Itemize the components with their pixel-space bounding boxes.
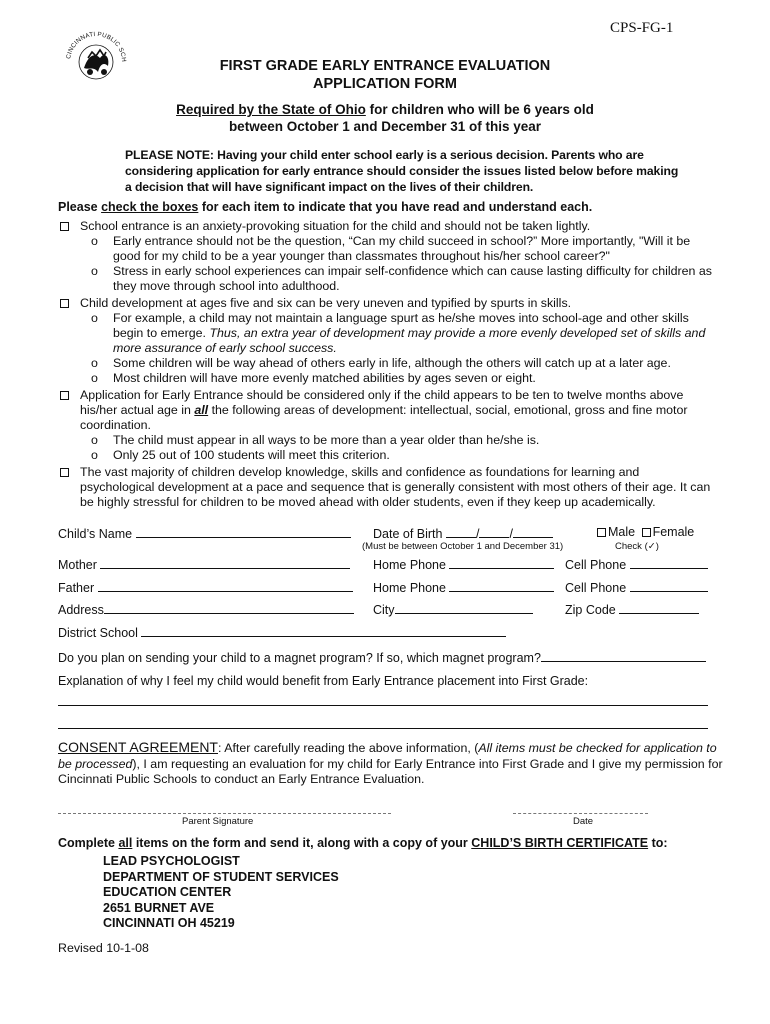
- item-text: The vast majority of children develop knowledge, skills and confidence as foundations for learning and psychological development at a pace and sequence that is generally consistent with most others of their age. It can be highly stressful for children to be moved ahead with older students, even if they keep up academically.: [80, 465, 711, 510]
- bullet-icon: o: [91, 356, 98, 370]
- birth-certificate: CHILD’S BIRTH CERTIFICATE: [471, 836, 649, 850]
- field-label: Child’s Name: [58, 527, 133, 541]
- checkbox[interactable]: [60, 222, 69, 231]
- checkbox[interactable]: [60, 391, 69, 400]
- date-label: Date: [573, 816, 594, 827]
- sub-text: Most children will have more evenly matched abilities by ages seven or eight.: [113, 371, 536, 385]
- dob-field: Date of Birth / /: [373, 525, 553, 541]
- check-note: Check (✓): [615, 541, 659, 552]
- form-title-line1: FIRST GRADE EARLY ENTRANCE EVALUATION: [219, 58, 551, 74]
- father-field: [58, 579, 353, 595]
- address-line: DEPARTMENT OF STUDENT SERVICES: [103, 869, 339, 884]
- father-cell-phone-input[interactable]: [630, 579, 708, 592]
- send-text: items on the form and send it, along with a copy of your: [132, 836, 472, 850]
- instruction-text: Please: [58, 200, 102, 214]
- dob-note: (Must be between October 1 and December 31): [362, 541, 564, 552]
- sub-text: For example, a child may not maintain a language spurt as he/she moves into school-age and other skills begin to emerge.: [113, 311, 689, 341]
- bullet-icon: o: [91, 433, 98, 447]
- gender-field: [597, 525, 694, 539]
- requirement-line2: between October 1 and December 31 of this year: [228, 119, 542, 134]
- field-label: Date of Birth: [373, 527, 443, 541]
- checklist-item-3: [80, 388, 715, 434]
- item-text: Application for Early Entrance should be considered only if the child appears to be ten to twelve months above his/her actual age in: [80, 388, 684, 418]
- consent-text: ), I am requesting an evaluation for my child for Early Entrance into First Grade and I give my permission for Cincinnati Public Schools to conduct an Early Entrance Evaluation.: [58, 756, 723, 786]
- address-input[interactable]: [104, 601, 354, 614]
- sub-text: Some children will be way ahead of others early in life, although the others will catch up at a later age.: [113, 356, 671, 370]
- item-text: School entrance is an anxiety-provoking situation for the child and should not be taken lightly.: [80, 219, 591, 233]
- field-label: Cell Phone: [565, 581, 627, 595]
- sub-text: Stress in early school experiences can impair self-confidence which can cause lasting difficulty for children as they move through school into adulthood.: [113, 264, 712, 294]
- field-label: Home Phone: [373, 558, 446, 572]
- checklist-item-2: [80, 296, 715, 311]
- dob-day-input[interactable]: [479, 525, 509, 538]
- field-label: Do you plan on sending your child to a magnet program? If so, which magnet program?: [58, 651, 541, 665]
- female-label: Female: [652, 525, 695, 539]
- bullet-icon: o: [91, 371, 98, 385]
- consent-agreement: [58, 740, 728, 788]
- sub-text-italic: Thus, an extra year of development may provide a more evenly developed set of skills and more assurance of early school success.: [113, 326, 706, 356]
- field-label: Father: [58, 581, 95, 595]
- sub-bullet: [91, 234, 713, 264]
- zip-input[interactable]: [619, 601, 699, 614]
- father-cell-phone-field: [565, 579, 708, 595]
- instruction: [58, 200, 592, 214]
- field-label: Address: [58, 603, 104, 617]
- mother-home-phone-input[interactable]: [449, 556, 554, 569]
- field-label: Mother: [58, 558, 97, 572]
- consent-italic: All items must be checked for application to be processed: [58, 741, 717, 771]
- form-title-line2: APPLICATION FORM: [313, 76, 457, 92]
- item-text-emphasis: all: [194, 403, 209, 418]
- district-school-field: [58, 624, 506, 640]
- field-label: Cell Phone: [565, 558, 627, 572]
- mailing-address: [103, 854, 339, 932]
- item-text: Child development at ages five and six can be very uneven and typified by spurts in skills.: [80, 296, 572, 310]
- mother-field: [58, 556, 350, 572]
- sub-text: Early entrance should not be the question, “Can my child succeed in school?” More importantly, "Will it be good for my child to be a year younger than classmates throughout his/her school career?": [113, 234, 691, 264]
- requirement-rest: for children who will be 6 years old: [365, 102, 594, 117]
- childs-name-input[interactable]: [136, 525, 351, 538]
- field-label: Home Phone: [373, 581, 446, 595]
- send-all: all: [118, 836, 133, 850]
- sub-bullet: [91, 448, 713, 463]
- sub-bullet: [91, 264, 713, 294]
- bullet-icon: o: [91, 311, 98, 325]
- bullet-icon: o: [91, 264, 98, 278]
- checklist-item-1: [80, 219, 715, 234]
- note-line: PLEASE NOTE: Having your child enter school early is a serious decision. Parents who are: [125, 148, 644, 162]
- sub-text: Only 25 out of 100 students will meet this criterion.: [113, 448, 390, 462]
- sub-bullet: [91, 311, 713, 357]
- consent-heading: CONSENT AGREEMENT: [58, 739, 218, 755]
- requirement-state: Required by the State of Ohio: [176, 102, 366, 117]
- mother-home-phone-field: [373, 556, 554, 572]
- address-field: [58, 601, 354, 617]
- female-checkbox[interactable]: [642, 528, 651, 537]
- mother-cell-phone-field: [565, 556, 708, 572]
- field-label: District School: [58, 626, 138, 640]
- checkbox[interactable]: [60, 299, 69, 308]
- father-input[interactable]: [98, 579, 353, 592]
- parent-signature-line[interactable]: [58, 813, 391, 814]
- send-text: to:: [648, 836, 668, 850]
- mother-cell-phone-input[interactable]: [630, 556, 708, 569]
- district-school-input[interactable]: [141, 624, 506, 637]
- instruction-text: for each item to indicate that you have read and understand each.: [198, 200, 593, 214]
- please-note: [125, 147, 685, 195]
- date-line[interactable]: [513, 813, 648, 814]
- checklist-item-4: [80, 465, 715, 511]
- bullet-icon: o: [91, 234, 98, 248]
- address-line: LEAD PSYCHOLOGIST: [103, 854, 240, 868]
- male-checkbox[interactable]: [597, 528, 606, 537]
- sub-bullet: [91, 356, 713, 371]
- magnet-field: [58, 649, 706, 665]
- note-line: considering application for early entrance should consider the issues listed below before making: [125, 164, 679, 178]
- address-line: EDUCATION CENTER: [103, 885, 232, 899]
- male-label: Male: [608, 525, 636, 539]
- field-label: City: [373, 603, 395, 617]
- mother-input[interactable]: [100, 556, 350, 569]
- explanation-label: Explanation of why I feel my child would benefit from Early Entrance placement into First Grade:: [58, 674, 589, 688]
- dob-month-input[interactable]: [446, 525, 476, 538]
- childs-name-field: [58, 525, 351, 541]
- instruction-underlined: check the boxes: [101, 200, 199, 214]
- city-field: [373, 601, 533, 617]
- send-instructions: [58, 836, 668, 850]
- note-line: a decision that will have significant impact on the lives of their children.: [125, 180, 534, 194]
- sub-text: The child must appear in all ways to be more than a year older than he/she is.: [113, 433, 540, 447]
- requirement-line1: [0, 102, 770, 117]
- address-line: CINCINNATI OH 45219: [103, 916, 235, 930]
- address-line: 2651 BURNET AVE: [103, 900, 215, 915]
- dob-year-input[interactable]: [513, 525, 553, 538]
- send-text: Complete: [58, 836, 119, 850]
- magnet-input[interactable]: [541, 649, 706, 662]
- explanation-line-1[interactable]: [58, 705, 708, 706]
- explanation-line-2[interactable]: [58, 728, 708, 729]
- consent-text: : After carefully reading the above information, (: [218, 741, 479, 755]
- logo-text: CINCINNATI PUBLIC SCH: [65, 30, 128, 63]
- city-input[interactable]: [395, 601, 533, 614]
- item-text: the following areas of development: intellectual, social, emotional, gross and fine motor coordination.: [80, 403, 688, 433]
- field-label: Zip Code: [565, 603, 616, 617]
- form-code: CPS-FG-1: [610, 20, 674, 36]
- sub-bullet: [91, 371, 713, 386]
- father-home-phone-field: [373, 579, 554, 595]
- sub-bullet: [91, 433, 713, 448]
- bullet-icon: o: [91, 448, 98, 462]
- zip-field: [565, 601, 699, 617]
- father-home-phone-input[interactable]: [449, 579, 554, 592]
- parent-signature-label: Parent Signature: [182, 816, 254, 827]
- checkbox[interactable]: [60, 468, 69, 477]
- revised-date: Revised 10-1-08: [58, 941, 149, 955]
